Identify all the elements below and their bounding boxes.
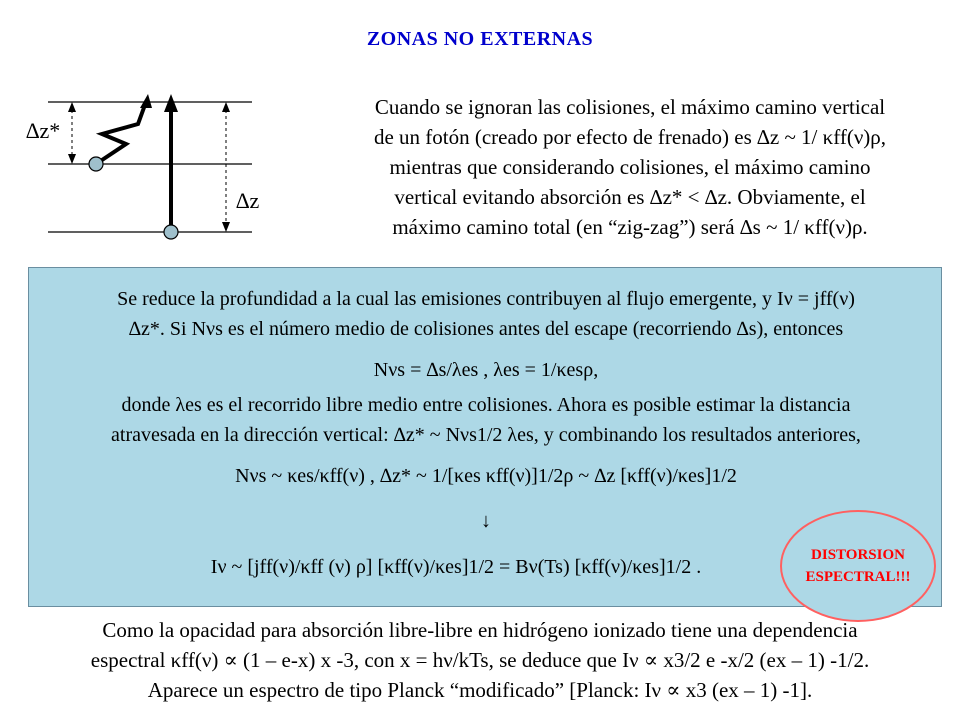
box-line: ∆z*. Si Nνs es el número medio de colisiones antes del escape (recorriendo ∆s), entonces bbox=[128, 318, 844, 340]
photon-origin-vertical bbox=[164, 225, 178, 239]
box-line: atravesada en la dirección vertical: ∆z* ~ Nνs1/2 λes, y combinando los resultados anteriores, bbox=[111, 424, 861, 446]
label-dz: ∆z bbox=[236, 188, 260, 213]
photon-origin-zigzag bbox=[89, 157, 103, 171]
zigzag-path bbox=[96, 102, 146, 164]
zigzag-arrowhead bbox=[140, 94, 152, 108]
outro-line: espectral κff(ν) ∝ (1 – e-x) x -3, con x = hν/kTs, se deduce que Iν ∝ x3/2 e -x/2 (ex – 1) -1/2. bbox=[90, 648, 870, 672]
intro-line: de un fotón (creado por efecto de frenado) es ∆z ~ 1/ κff(ν)ρ, bbox=[373, 125, 887, 149]
badge-line: ESPECTRAL!!! bbox=[805, 569, 911, 585]
vertical-arrowhead bbox=[164, 94, 178, 112]
equation-collisions: Nνs = ∆s/λes , λes = 1/κesρ, bbox=[373, 359, 599, 381]
outro-line: Aparece un espectro de tipo Planck “modificado” [Planck: Iν ∝ x3 (ex – 1) -1]. bbox=[147, 678, 813, 702]
intro-line: Cuando se ignoran las colisiones, el máximo camino vertical bbox=[374, 95, 886, 119]
photon-path-diagram bbox=[0, 80, 320, 250]
box-line: donde λes es el recorrido libre medio entre colisiones. Ahora es posible estimar la distancia bbox=[121, 394, 851, 416]
intro-line: máximo camino total (en “zig-zag”) será ∆s ~ 1/ κff(ν)ρ. bbox=[392, 215, 868, 239]
intro-line: mientras que considerando colisiones, el máximo camino bbox=[389, 155, 871, 179]
page-title: ZONAS NO EXTERNAS bbox=[366, 28, 594, 50]
outro-paragraph bbox=[20, 615, 940, 705]
box-line: Se reduce la profundidad a la cual las emisiones contribuyen al flujo emergente, y Iν = jff(ν) bbox=[117, 288, 855, 310]
equation-scaling: Nνs ~ κes/κff(ν) , ∆z* ~ 1/[κes κff(ν)]1/2ρ ~ ∆z [κff(ν)/κes]1/2 bbox=[235, 465, 737, 487]
intro-paragraph bbox=[330, 92, 930, 242]
box-paragraph-2 bbox=[29, 390, 943, 450]
down-arrow-icon: ↓ bbox=[481, 510, 491, 532]
badge-line: DISTORSION bbox=[811, 547, 905, 563]
outro-line: Como la opacidad para absorción libre-libre en hidrógeno ionizado tiene una dependencia bbox=[102, 618, 858, 642]
label-dz-star: ∆z* bbox=[26, 118, 61, 143]
intro-line: vertical evitando absorción es ∆z* < ∆z. Obviamente, el bbox=[394, 185, 866, 209]
box-paragraph-1 bbox=[29, 284, 943, 344]
spectral-distortion-badge bbox=[780, 510, 936, 622]
equation-intensity: Iν ~ [jff(ν)/κff (ν) ρ] [κff(ν)/κes]1/2 = Bν(Ts) [κff(ν)/κes]1/2 . bbox=[210, 556, 702, 578]
